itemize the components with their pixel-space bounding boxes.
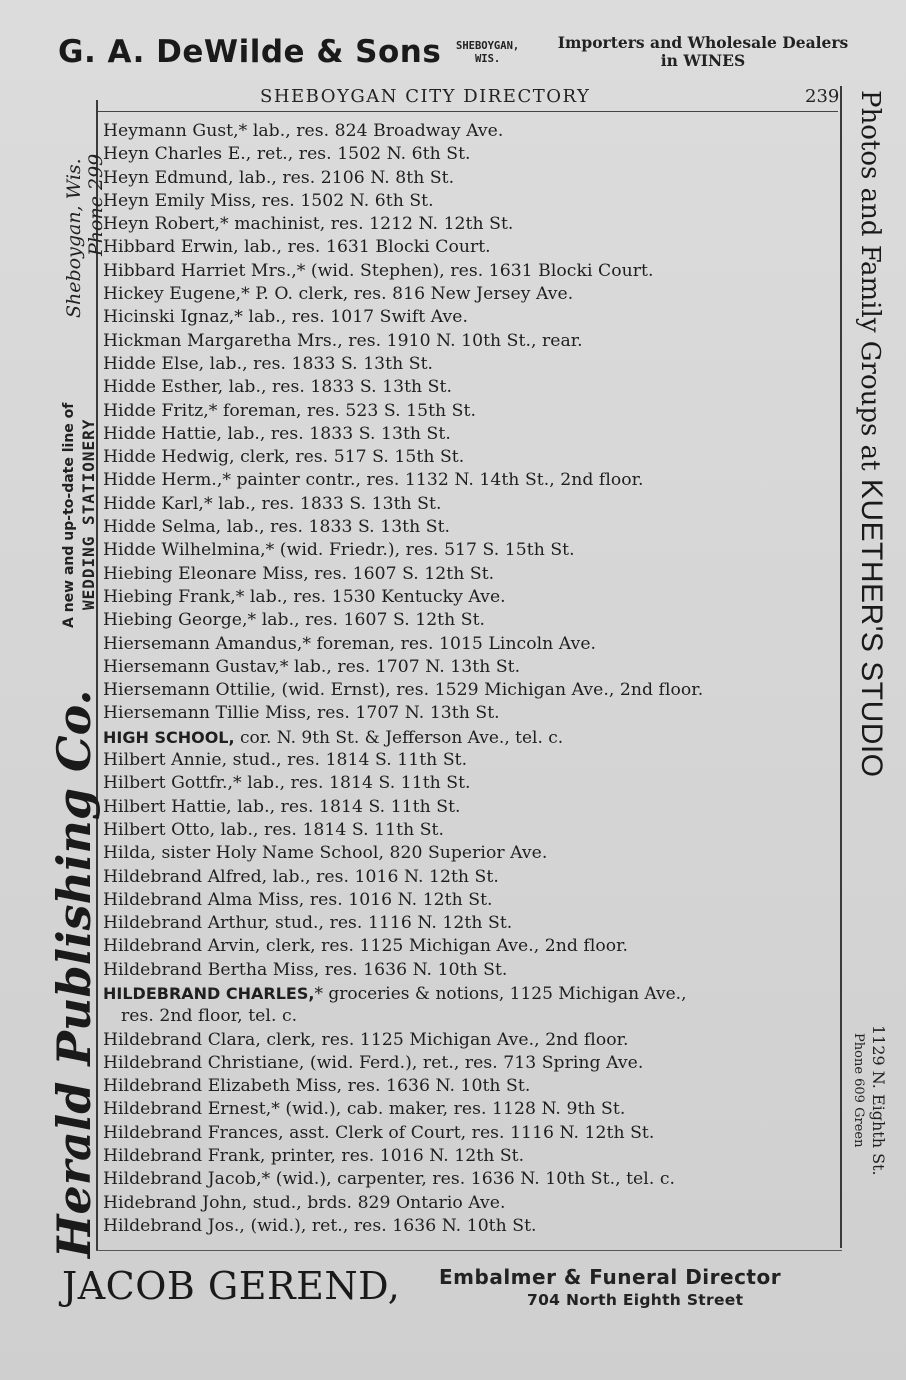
top-ad-tagline-line2: in WINES (660, 51, 746, 70)
page-number: 239 (805, 86, 840, 107)
left-advertisement (47, 98, 107, 1258)
entry-bold-name: HIGH SCHOOL, (103, 727, 235, 747)
directory-entry: Heyn Charles E., ret., res. 1502 N. 6th St. (103, 144, 471, 165)
directory-entry: Hildebrand Alfred, lab., res. 1016 N. 12th St. (103, 866, 499, 887)
directory-entry: Heymann Gust,* lab., res. 824 Broadway Ave. (103, 121, 504, 141)
directory-entry: Hiebing Frank,* lab., res. 1530 Kentucky Ave. (103, 586, 506, 607)
left-ad-line1: A new and up-to-date line of (61, 402, 77, 628)
directory-entry: Hilda, sister Holy Name School, 820 Superior Ave. (103, 843, 548, 864)
top-ad-tagline-line1: Importers and Wholesale Dealers (557, 33, 849, 52)
directory-entry: Hilbert Gottfr.,* lab., res. 1814 S. 11th St. (103, 773, 471, 794)
right-ad-headline (854, 90, 888, 778)
directory-entry: Hidde Else, lab., res. 1833 S. 13th St. (103, 353, 434, 374)
directory-entry: Hidde Wilhelmina,* (wid. Friedr.), res. 517 S. 15th St. (103, 540, 575, 561)
top-ad-city (456, 40, 519, 66)
top-ad-tagline (538, 34, 868, 70)
entry-text: * groceries & notions, 1125 Michigan Ave., (314, 983, 687, 1004)
directory-entry: Hicinski Ignaz,* lab., res. 1017 Swift Ave. (103, 307, 468, 328)
directory-entry: Hibbard Erwin, lab., res. 1631 Blocki Court. (103, 237, 491, 258)
directory-entry: Hildebrand Jacob,* (wid.), carpenter, res. 1636 N. 10th St., tel. c. (103, 1169, 676, 1190)
directory-entry: Hidde Selma, lab., res. 1833 S. 13th St. (103, 517, 451, 538)
header-rule (97, 111, 838, 112)
directory-entry: res. 2nd floor, tel. c. (121, 1006, 298, 1027)
entry-bold-name: HILDEBRAND CHARLES, (103, 983, 315, 1003)
bottom-ad-tagline: Embalmer & Funeral Director (439, 1265, 782, 1289)
bottom-advertisement (62, 1262, 882, 1322)
left-ad-line2: WEDDING STATIONERY (79, 418, 98, 610)
top-advertisement (58, 30, 878, 82)
directory-entry: Hildebrand Frank, printer, res. 1016 N. 12th St. (103, 1146, 525, 1167)
directory-entry: Hiersemann Amandus,* foreman, res. 1015 Lincoln Ave. (103, 633, 597, 654)
directory-entry: Hilbert Hattie, lab., res. 1814 S. 11th St. (103, 796, 461, 817)
left-ad-location (63, 154, 107, 318)
directory-entry: Hildebrand Arvin, clerk, res. 1125 Michigan Ave., 2nd floor. (103, 936, 629, 957)
directory-entry: Heyn Edmund, lab., res. 2106 N. 8th St. (103, 167, 455, 188)
directory-entry: Hidde Esther, lab., res. 1833 S. 13th St. (103, 377, 452, 398)
directory-entry: Heyn Robert,* machinist, res. 1212 N. 12th St. (103, 214, 514, 235)
directory-entry: Hildebrand Christiane, (wid. Ferd.), ret., res. 713 Spring Ave. (103, 1052, 644, 1073)
directory-entry: Hildebrand Elizabeth Miss, res. 1636 N. 10th St. (103, 1076, 531, 1097)
directory-entry: Hildebrand Ernest,* (wid.), cab. maker, res. 1128 N. 9th St. (103, 1099, 626, 1120)
bottom-ad-name: JACOB GEREND, (62, 1264, 401, 1308)
directory-entry: Hidde Herm.,* painter contr., res. 1132 N. 14th St., 2nd floor. (103, 470, 644, 491)
top-ad-city-line2: WIS. (474, 53, 501, 65)
directory-entry: Hiersemann Gustav,* lab., res. 1707 N. 13th St. (103, 656, 521, 677)
directory-entry: Hildebrand Frances, asst. Clerk of Court, res. 1116 N. 12th St. (103, 1122, 655, 1143)
directory-entry: Hickey Eugene,* P. O. clerk, res. 816 New Jersey Ave. (103, 284, 574, 305)
directory-entry (103, 726, 843, 749)
top-ad-city-line1: SHEBOYGAN, (456, 40, 520, 52)
directory-entry: Hildebrand Arthur, stud., res. 1116 N. 12th St. (103, 913, 513, 934)
directory-entry: Hiersemann Ottilie, (wid. Ernst), res. 1529 Michigan Ave., 2nd floor. (103, 680, 704, 701)
running-head: SHEBOYGAN CITY DIRECTORY (260, 86, 591, 107)
directory-entry: Hildebrand Jos., (wid.), ret., res. 1636 N. 10th St. (103, 1215, 537, 1236)
directory-entry: Heyn Emily Miss, res. 1502 N. 6th St. (103, 190, 434, 211)
directory-entry: Hildebrand Bertha Miss, res. 1636 N. 10th St. (103, 959, 508, 980)
left-ad-stationery (59, 403, 99, 628)
directory-entry: Hildebrand Clara, clerk, res. 1125 Michigan Ave., 2nd floor. (103, 1029, 629, 1050)
directory-entry: Hibbard Harriet Mrs.,* (wid. Stephen), res. 1631 Blocki Court. (103, 260, 654, 281)
directory-listing (103, 120, 843, 1238)
bottom-frame-rule (96, 1250, 842, 1251)
directory-entry: Hidde Fritz,* foreman, res. 523 S. 15th St. (103, 400, 476, 421)
right-ad-prefix: Photos and Family Groups at (855, 90, 885, 479)
directory-entry: Hidde Hedwig, clerk, res. 517 S. 15th St. (103, 447, 465, 468)
directory-entry: Hidde Karl,* lab., res. 1833 S. 13th St. (103, 493, 442, 514)
directory-entry: Hiebing Eleonare Miss, res. 1607 S. 12th St. (103, 563, 495, 584)
right-ad-address: 1129 N. Eighth St. (869, 1025, 888, 1176)
directory-entry: Hickman Margaretha Mrs., res. 1910 N. 10th St., rear. (103, 330, 583, 351)
directory-entry: Hiebing George,* lab., res. 1607 S. 12th St. (103, 610, 486, 631)
left-ad-city: Sheboygan, Wis. (63, 158, 85, 318)
left-ad-phone: Phone 299 (85, 153, 107, 256)
entry-text: cor. N. 9th St. & Jefferson Ave., tel. c. (234, 727, 564, 748)
right-ad-address-block (848, 1025, 888, 1176)
directory-entry: Hilbert Annie, stud., res. 1814 S. 11th St. (103, 750, 468, 771)
directory-entry: Hidde Hattie, lab., res. 1833 S. 13th St. (103, 423, 451, 444)
right-ad-studio: KUETHER'S STUDIO (855, 478, 888, 778)
bottom-ad-address: 704 North Eighth Street (527, 1291, 744, 1309)
right-ad-phone: Phone 609 Green (851, 1033, 866, 1148)
directory-entry (103, 982, 843, 1005)
directory-entry: Hilbert Otto, lab., res. 1814 S. 11th St. (103, 819, 444, 840)
top-ad-firm-name: G. A. DeWilde & Sons (58, 34, 442, 70)
directory-entry: Hildebrand Alma Miss, res. 1016 N. 12th St. (103, 889, 493, 910)
directory-entry: Hidebrand John, stud., brds. 829 Ontario Ave. (103, 1192, 506, 1213)
directory-entry: Hiersemann Tillie Miss, res. 1707 N. 13th St. (103, 703, 500, 724)
left-ad-publisher: Herald Publishing Co. (47, 689, 101, 1258)
